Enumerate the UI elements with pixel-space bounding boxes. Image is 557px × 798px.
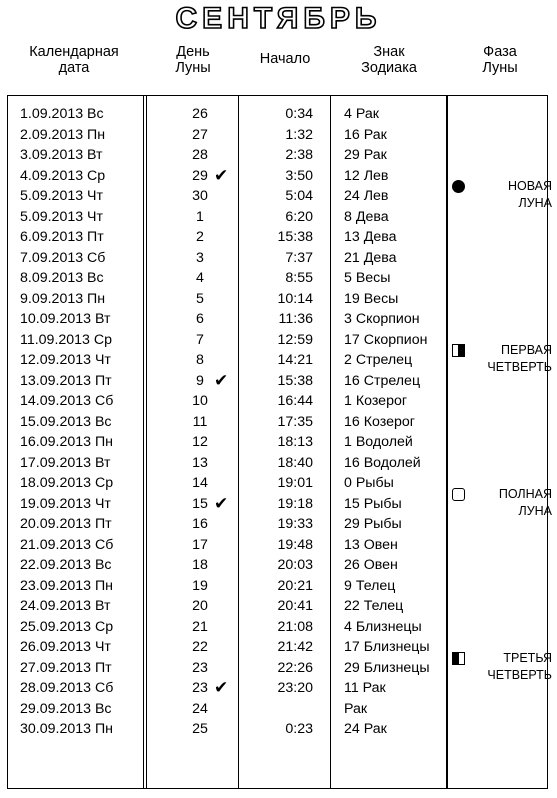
zodiac-sign-cell: 2 Стрелец bbox=[344, 352, 413, 368]
zodiac-sign-cell: 11 Рак bbox=[344, 680, 386, 696]
start-time-cell: 16:44 bbox=[277, 393, 313, 409]
date-cell: 29.09.2013 Вс bbox=[20, 700, 112, 717]
start-time-cell: 0:23 bbox=[285, 721, 313, 737]
start-time-cell: 21:42 bbox=[277, 639, 313, 655]
header-start bbox=[240, 51, 330, 67]
moon-phase-entry bbox=[452, 178, 552, 214]
zodiac-sign-cell: 4 Близнецы bbox=[344, 618, 422, 635]
date-cell: 1.09.2013 Вс bbox=[20, 106, 104, 122]
date-cell: 30.09.2013 Пн bbox=[20, 721, 113, 737]
lunar-day-cell: 4 bbox=[196, 270, 204, 286]
lunar-day-cell: 27 bbox=[192, 126, 208, 143]
table-row bbox=[0, 145, 557, 165]
header-lunar-day bbox=[150, 44, 236, 76]
date-cell: 22.09.2013 Вс bbox=[20, 557, 112, 573]
lunar-day-cell: 9 bbox=[196, 372, 204, 389]
date-cell: 16.09.2013 Пн bbox=[20, 434, 113, 450]
start-time-cell: 23:20 bbox=[277, 680, 313, 696]
zodiac-sign-cell: 9 Телец bbox=[344, 577, 396, 594]
lunar-day-cell: 3 bbox=[196, 249, 204, 266]
zodiac-sign-cell: 1 Водолей bbox=[344, 434, 413, 450]
header-phase-line-2: Луны bbox=[482, 60, 518, 76]
header-phase bbox=[452, 44, 548, 76]
start-time-cell: 18:40 bbox=[277, 454, 313, 471]
zodiac-sign-cell: 26 Овен bbox=[344, 557, 398, 573]
zodiac-sign-cell: 8 Дева bbox=[344, 208, 389, 225]
moon-phase-entry bbox=[452, 650, 552, 686]
date-cell: 19.09.2013 Чт bbox=[20, 495, 111, 512]
moon-phase-label-line: ЧЕТВЕРТЬ bbox=[487, 667, 552, 682]
moon-phase-label-line: ЛУНА bbox=[518, 503, 552, 518]
header-date-line-1: Календарная bbox=[29, 44, 119, 60]
moon-phase-label-line: ЧЕТВЕРТЬ bbox=[487, 360, 552, 374]
lunar-day-cell: 22 bbox=[192, 639, 208, 655]
check-mark-icon: ✔ bbox=[214, 370, 229, 390]
start-time-cell: 22:26 bbox=[277, 659, 313, 676]
lunar-day-cell: 5 bbox=[196, 290, 204, 307]
moon-phase-entry bbox=[452, 342, 552, 378]
date-cell: 2.09.2013 Пн bbox=[20, 126, 106, 143]
zodiac-sign-cell: 16 Водолей bbox=[344, 454, 421, 471]
zodiac-sign-cell: 16 Рак bbox=[344, 126, 387, 143]
date-cell: 21.09.2013 Сб bbox=[20, 536, 114, 553]
moon-phase-label-line: НОВАЯ bbox=[507, 179, 552, 193]
header-date-line-2: дата bbox=[58, 60, 90, 76]
header-lunar-day-line-1: День bbox=[176, 44, 210, 60]
moon-phase-label-line: ЛУНА bbox=[518, 196, 552, 210]
lunar-day-cell: 23 bbox=[192, 680, 208, 696]
header-start-line-1: Начало bbox=[259, 51, 311, 67]
lunar-day-cell: 13 bbox=[192, 454, 208, 471]
start-time-cell: 20:21 bbox=[277, 577, 313, 594]
lunar-day-cell: 21 bbox=[192, 618, 208, 635]
table-row bbox=[0, 555, 557, 575]
zodiac-sign-cell: Рак bbox=[344, 700, 368, 717]
zodiac-sign-cell: 29 Рак bbox=[344, 147, 387, 163]
start-time-cell: 15:38 bbox=[277, 372, 313, 389]
table-row bbox=[0, 719, 557, 739]
date-cell: 5.09.2013 Чт bbox=[20, 208, 104, 225]
start-time-cell: 15:38 bbox=[277, 229, 313, 245]
lunar-day-cell: 20 bbox=[192, 598, 208, 614]
lunar-day-cell: 15 bbox=[192, 495, 208, 512]
start-time-cell: 17:35 bbox=[277, 413, 313, 430]
table-row bbox=[0, 104, 557, 124]
date-cell: 3.09.2013 Вт bbox=[20, 147, 103, 163]
lunar-day-cell: 11 bbox=[192, 413, 208, 430]
start-time-cell: 0:34 bbox=[285, 106, 313, 122]
date-cell: 18.09.2013 Ср bbox=[20, 475, 114, 491]
header-zodiac-line-2: Зодиака bbox=[361, 60, 417, 76]
date-cell: 8.09.2013 Вс bbox=[20, 270, 104, 286]
start-time-cell: 5:04 bbox=[285, 188, 313, 204]
lunar-day-cell: 12 bbox=[192, 434, 208, 450]
table-row bbox=[0, 268, 557, 288]
lunar-day-cell: 16 bbox=[192, 516, 208, 532]
start-time-cell: 8:55 bbox=[285, 270, 313, 286]
check-mark-icon: ✔ bbox=[214, 678, 229, 697]
date-cell: 9.09.2013 Пн bbox=[20, 290, 106, 307]
table-row bbox=[0, 699, 557, 719]
start-time-cell: 19:33 bbox=[277, 516, 313, 532]
zodiac-sign-cell: 22 Телец bbox=[344, 598, 404, 614]
date-cell: 4.09.2013 Ср bbox=[20, 167, 106, 184]
zodiac-sign-cell: 19 Весы bbox=[344, 290, 399, 307]
date-cell: 5.09.2013 Чт bbox=[20, 188, 104, 204]
lunar-day-cell: 29 bbox=[192, 167, 208, 184]
table-row bbox=[0, 248, 557, 268]
lunar-day-cell: 17 bbox=[192, 536, 208, 553]
moon-phase-label bbox=[452, 486, 552, 520]
moon-phase-entry bbox=[452, 486, 552, 522]
start-time-cell: 20:03 bbox=[277, 557, 313, 573]
date-cell: 6.09.2013 Пт bbox=[20, 229, 104, 245]
zodiac-sign-cell: 29 Близнецы bbox=[344, 659, 430, 676]
start-time-cell: 12:59 bbox=[277, 331, 313, 348]
zodiac-sign-cell: 1 Козерог bbox=[344, 393, 408, 409]
start-time-cell: 19:01 bbox=[277, 475, 313, 491]
page-title: СЕНТЯБРЬ bbox=[175, 2, 382, 35]
zodiac-sign-cell: 0 Рыбы bbox=[344, 475, 394, 491]
lunar-day-cell: 10 bbox=[192, 393, 208, 409]
date-cell: 7.09.2013 Сб bbox=[20, 249, 106, 266]
start-time-cell: 18:13 bbox=[277, 434, 313, 450]
zodiac-sign-cell: 12 Лев bbox=[344, 167, 389, 184]
zodiac-sign-cell: 21 Дева bbox=[344, 249, 397, 266]
date-cell: 17.09.2013 Вт bbox=[20, 454, 111, 471]
table-row bbox=[0, 453, 557, 473]
header-zodiac-line-1: Знак bbox=[373, 44, 405, 60]
start-time-cell: 19:18 bbox=[277, 495, 313, 512]
lunar-day-cell: 2 bbox=[196, 229, 204, 245]
date-cell: 25.09.2013 Ср bbox=[20, 618, 114, 635]
lunar-day-cell: 14 bbox=[192, 475, 208, 491]
moon-phase-label bbox=[452, 342, 552, 376]
header-lunar-day-line-2: Луны bbox=[175, 60, 211, 76]
zodiac-sign-cell: 17 Близнецы bbox=[344, 639, 430, 655]
zodiac-sign-cell: 13 Дева bbox=[344, 229, 397, 245]
zodiac-sign-cell: 13 Овен bbox=[344, 536, 398, 553]
lunar-day-cell: 8 bbox=[196, 352, 204, 368]
lunar-day-cell: 24 bbox=[192, 700, 208, 717]
start-time-cell: 3:50 bbox=[285, 167, 313, 184]
zodiac-sign-cell: 24 Рак bbox=[344, 721, 387, 737]
zodiac-sign-cell: 5 Весы bbox=[344, 270, 391, 286]
table-row bbox=[0, 432, 557, 452]
start-time-cell: 19:48 bbox=[277, 536, 313, 553]
start-time-cell: 10:14 bbox=[277, 290, 313, 307]
zodiac-sign-cell: 24 Лев bbox=[344, 188, 389, 204]
table-row bbox=[0, 309, 557, 329]
table-row bbox=[0, 617, 557, 637]
lunar-day-cell: 28 bbox=[192, 147, 208, 163]
check-mark-icon: ✔ bbox=[214, 165, 229, 185]
lunar-day-cell: 30 bbox=[192, 188, 208, 204]
date-cell: 14.09.2013 Сб bbox=[20, 393, 114, 409]
moon-phase-label bbox=[452, 650, 552, 684]
lunar-day-cell: 1 bbox=[196, 208, 204, 225]
date-cell: 27.09.2013 Пт bbox=[20, 659, 112, 676]
check-mark-icon: ✔ bbox=[214, 493, 229, 513]
start-time-cell: 2:38 bbox=[285, 147, 313, 163]
table-row bbox=[0, 391, 557, 411]
lunar-day-cell: 19 bbox=[192, 577, 208, 594]
table-row bbox=[0, 125, 557, 145]
table-row bbox=[0, 289, 557, 309]
start-time-cell: 7:37 bbox=[285, 249, 313, 266]
table-row bbox=[0, 596, 557, 616]
date-cell: 28.09.2013 Сб bbox=[20, 680, 114, 696]
date-cell: 12.09.2013 Чт bbox=[20, 352, 111, 368]
header-date bbox=[14, 44, 134, 76]
moon-phase-label-line: ПЕРВАЯ bbox=[501, 343, 552, 357]
start-time-cell: 11:36 bbox=[278, 311, 313, 327]
zodiac-sign-cell: 15 Рыбы bbox=[344, 495, 402, 512]
lunar-day-cell: 18 bbox=[192, 557, 208, 573]
lunar-day-cell: 25 bbox=[192, 721, 208, 737]
table-row bbox=[0, 227, 557, 247]
table-row bbox=[0, 576, 557, 596]
lunar-day-cell: 26 bbox=[192, 106, 208, 122]
start-time-cell: 1:32 bbox=[285, 126, 313, 143]
date-cell: 11.09.2013 Ср bbox=[20, 331, 113, 348]
date-cell: 26.09.2013 Чт bbox=[20, 639, 111, 655]
zodiac-sign-cell: 17 Скорпион bbox=[344, 331, 428, 348]
moon-phase-label-line: ТРЕТЬЯ bbox=[503, 650, 552, 665]
lunar-day-cell: 6 bbox=[196, 311, 204, 327]
lunar-day-cell: 23 bbox=[192, 659, 208, 676]
zodiac-sign-cell: 29 Рыбы bbox=[344, 516, 402, 532]
date-cell: 10.09.2013 Вт bbox=[20, 311, 111, 327]
date-cell: 20.09.2013 Пт bbox=[20, 516, 112, 532]
table-row bbox=[0, 535, 557, 555]
moon-phase-label-line: ПОЛНАЯ bbox=[498, 486, 552, 501]
start-time-cell: 6:20 bbox=[285, 208, 313, 225]
date-cell: 23.09.2013 Пн bbox=[20, 577, 113, 594]
header-zodiac bbox=[336, 44, 442, 76]
zodiac-sign-cell: 3 Скорпион bbox=[344, 311, 420, 327]
start-time-cell: 14:21 bbox=[277, 352, 313, 368]
start-time-cell: 21:08 bbox=[277, 618, 313, 635]
date-cell: 24.09.2013 Вт bbox=[20, 598, 111, 614]
start-time-cell: 20:41 bbox=[277, 598, 313, 614]
zodiac-sign-cell: 4 Рак bbox=[344, 106, 379, 122]
date-cell: 13.09.2013 Пт bbox=[20, 372, 112, 389]
lunar-day-cell: 7 bbox=[196, 331, 204, 348]
zodiac-sign-cell: 16 Стрелец bbox=[344, 372, 421, 389]
date-cell: 15.09.2013 Вс bbox=[20, 413, 112, 430]
moon-phase-label bbox=[452, 178, 552, 212]
zodiac-sign-cell: 16 Козерог bbox=[344, 413, 415, 430]
header-phase-line-1: Фаза bbox=[483, 44, 517, 60]
table-row bbox=[0, 412, 557, 432]
